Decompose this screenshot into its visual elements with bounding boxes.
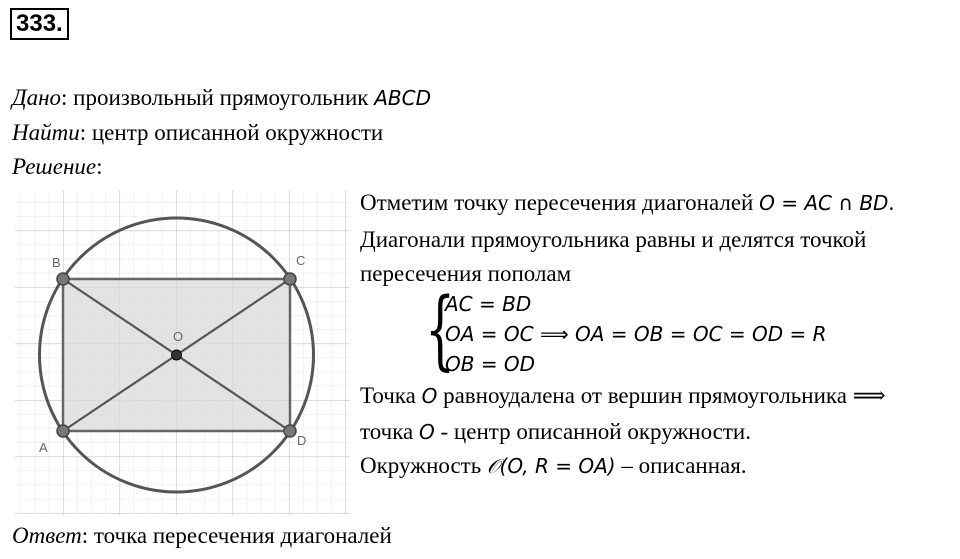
body-line-1-math: O = AC ∩ BD [759, 191, 889, 215]
body-line-4-math: O [421, 384, 438, 408]
label-c: C [296, 253, 306, 268]
system-row-1: AC = BD [445, 292, 532, 316]
body-line-4-a: Точка [360, 383, 422, 408]
problem-number: 333. [10, 8, 69, 40]
body-line-6-math: 𝒪(O, R = OA) [486, 454, 616, 478]
answer-line [12, 523, 392, 549]
body-line-5-b: - центр описанной окружности. [434, 419, 751, 444]
find-text: : центр описанной окружности [79, 120, 384, 145]
find-label: Найти [12, 120, 80, 145]
equation-system [425, 280, 895, 380]
solution-colon: : [96, 154, 103, 179]
body-line-6-a: Окружность [360, 453, 487, 478]
body-line-1-text: Отметим точку пересечения диагоналей [360, 190, 760, 215]
body-line-2: Диагонали прямоугольника равны и делятся точкой [360, 227, 867, 252]
body-line-1 [360, 190, 894, 216]
solution-label: Решение [12, 154, 97, 179]
body-line-3: пересечения пополам [360, 261, 572, 286]
answer-text: : точка пересечения диагоналей [81, 523, 392, 548]
vertex-c [284, 273, 296, 285]
given-text: : произвольный прямоугольник [61, 85, 375, 110]
vertex-a [57, 425, 69, 437]
body-line-1-end: . [888, 190, 895, 215]
label-o: O [173, 329, 184, 344]
body-line-4 [360, 383, 886, 409]
answer-label: Ответ [12, 523, 82, 548]
given-math: ABCD [374, 86, 431, 110]
given-line [12, 85, 431, 111]
body-line-5-math: O [419, 420, 435, 444]
find-line [12, 120, 383, 146]
vertex-b [57, 273, 69, 285]
vertex-d [284, 425, 296, 437]
given-label: Дано [12, 85, 62, 110]
body-line-5-a: точка [360, 419, 420, 444]
system-brace: { [425, 280, 456, 380]
body-line-6 [360, 453, 747, 479]
body-line-5 [360, 419, 751, 445]
system-row-2: OA = OC ⟹ OA = OB = OC = OD = R [445, 322, 827, 346]
rectangle-figure [15, 190, 350, 515]
solution-line [12, 154, 103, 180]
center-o [172, 350, 182, 360]
label-b: B [52, 255, 61, 270]
body-line-6-b: – описанная. [615, 453, 747, 478]
body-line-4-b: равноудалена от вершин прямоугольника ⟹ [437, 383, 886, 408]
system-row-3: OB = OD [445, 352, 536, 376]
label-d: D [297, 433, 307, 448]
label-a: A [39, 440, 48, 455]
